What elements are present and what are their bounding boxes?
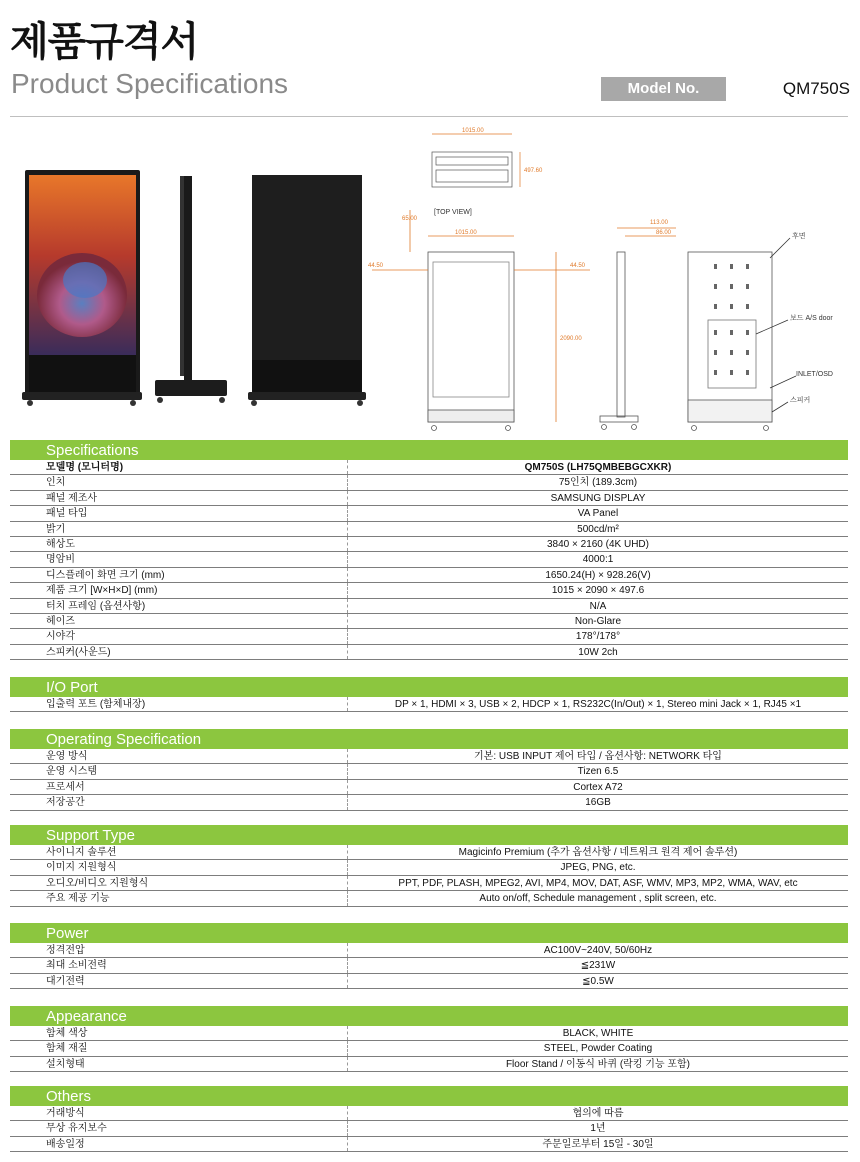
- row-value: SAMSUNG DISPLAY: [550, 492, 646, 504]
- dim-depth-1: 113.00: [650, 220, 668, 226]
- section-title: I/O Port: [10, 677, 848, 697]
- row-key: 시야각: [10, 629, 348, 643]
- product-images-area: [0, 120, 860, 438]
- callout-speaker: 스피커: [790, 397, 811, 404]
- row-value: N/A: [589, 600, 607, 612]
- table-row: [10, 795, 848, 810]
- callout-inlet-osd: INLET/OSD: [796, 371, 833, 378]
- row-key: 사이니지 솔루션: [10, 845, 348, 859]
- row-value: ≦231W: [580, 960, 616, 972]
- row-key: 스피커(사운드): [10, 645, 348, 659]
- table-row: [10, 522, 848, 537]
- row-key: 명암비: [10, 552, 348, 566]
- row-value: 1년: [590, 1123, 606, 1135]
- table-row: [10, 764, 848, 779]
- section-specifications: [10, 440, 848, 660]
- section-title: Appearance: [10, 1006, 848, 1026]
- row-key: 오디오/비디오 지원형식: [10, 876, 348, 890]
- dim-top-width: 1015.00: [462, 128, 484, 134]
- row-value: BLACK, WHITE: [562, 1028, 634, 1039]
- row-value: DP × 1, HDMI × 3, USB × 2, HDCP × 1, RS232C(In/Out) × 1, Stereo mini Jack × 1, RJ45 ×1: [394, 699, 802, 710]
- page-title: 제품규격서: [10, 19, 199, 65]
- row-key: 디스플레이 화면 크기 (mm): [10, 568, 348, 582]
- row-key: 저장공간: [10, 795, 348, 809]
- kiosk-front-photo: [22, 170, 142, 406]
- model-number-label: Model No.: [601, 77, 726, 101]
- row-key: 주요 제공 기능: [10, 891, 348, 905]
- table-row: [10, 974, 848, 989]
- kiosk-side-photo: [155, 176, 227, 403]
- row-key: 프로세서: [10, 780, 348, 794]
- table-row: [10, 491, 848, 506]
- dim-front-height: 2090.00: [560, 336, 582, 342]
- row-key: 운영 시스템: [10, 764, 348, 778]
- header-divider: [10, 116, 848, 117]
- row-value: Cortex A72: [573, 781, 623, 793]
- row-key: 패널 타입: [10, 506, 348, 520]
- row-value: 3840 × 2160 (4K UHD): [546, 538, 649, 550]
- row-value: 178°/178°: [575, 631, 621, 643]
- table-row: [10, 1121, 848, 1136]
- row-value: 1650.24(H) × 928.26(V): [545, 569, 651, 581]
- table-row: [10, 1041, 848, 1056]
- table-row: [10, 552, 848, 567]
- row-key: 배송일정: [10, 1137, 348, 1151]
- row-value: Non-Glare: [574, 615, 622, 627]
- row-value: JPEG, PNG, etc.: [560, 862, 636, 874]
- row-value: AC100V~240V, 50/60Hz: [543, 945, 653, 956]
- row-key: 최대 소비전력: [10, 958, 348, 972]
- dim-side-right: 44.50: [570, 263, 586, 269]
- row-key: 패널 제조사: [10, 491, 348, 505]
- table-row: [10, 645, 848, 660]
- row-key: 함체 재질: [10, 1041, 348, 1055]
- section-io-port: [10, 677, 848, 712]
- section-operating-specification: [10, 729, 848, 811]
- dim-depth-2: 86.00: [656, 230, 672, 236]
- row-value: 4000:1: [582, 554, 614, 566]
- front-drawing: [372, 210, 590, 431]
- table-row: [10, 506, 848, 521]
- row-key: 거래방식: [10, 1106, 348, 1120]
- row-value: Auto on/off, Schedule management , split screen, etc.: [479, 893, 717, 905]
- row-value: VA Panel: [577, 508, 619, 520]
- table-row: [10, 537, 848, 552]
- dim-top-margin: 65.00: [402, 216, 418, 222]
- row-key: 밝기: [10, 522, 348, 536]
- section-appearance: [10, 1006, 848, 1072]
- row-key: 함체 색상: [10, 1026, 348, 1040]
- row-value: 75인치 (189.3cm): [558, 477, 638, 489]
- model-number-value: QM750S: [782, 79, 850, 98]
- row-key: 이미지 지원형식: [10, 860, 348, 874]
- table-row: [10, 568, 848, 583]
- table-row: [10, 1026, 848, 1041]
- table-row: [10, 860, 848, 875]
- table-row: [10, 599, 848, 614]
- row-value: 주문일로부터 15일 - 30일: [542, 1138, 654, 1150]
- table-row: [10, 891, 848, 906]
- table-row: [10, 583, 848, 598]
- section-support-type: [10, 825, 848, 907]
- table-row: [10, 614, 848, 629]
- section-title: Power: [10, 923, 848, 943]
- section-others: [10, 1086, 848, 1152]
- dim-front-width: 1015.00: [455, 230, 477, 236]
- row-value: ≦0.5W: [582, 975, 614, 987]
- table-row: [10, 749, 848, 764]
- row-value: 협의에 따름: [572, 1108, 624, 1119]
- row-key: 모델명 (모니터명): [10, 460, 348, 474]
- row-value: 기본: USB INPUT 제어 타입 / 옵션사항: NETWORK 타입: [474, 751, 722, 762]
- table-row: [10, 475, 848, 490]
- row-key: 터치 프레임 (옵션사항): [10, 599, 348, 613]
- section-title: Support Type: [10, 825, 848, 845]
- row-value: QM750S (LH75QMBEBGCXKR): [524, 462, 672, 473]
- row-key: 대기전력: [10, 974, 348, 988]
- rear-drawing: [688, 238, 796, 431]
- table-row: [10, 697, 848, 712]
- table-row: [10, 629, 848, 644]
- table-row: [10, 460, 848, 475]
- row-value: 500cd/m²: [577, 523, 619, 535]
- row-key: 제품 크기 [W×H×D] (mm): [10, 583, 348, 597]
- callout-board-door: 보드 A/S door: [790, 315, 833, 322]
- row-value: Tizen 6.5: [577, 766, 619, 778]
- callout-rear: 후면: [792, 233, 806, 240]
- row-key: 정격전압: [10, 943, 348, 957]
- section-title: Others: [10, 1086, 848, 1106]
- table-row: [10, 1106, 848, 1121]
- page-subtitle: Product Specifications: [11, 68, 289, 99]
- section-title: Specifications: [10, 440, 848, 460]
- table-row: [10, 780, 848, 795]
- row-value: 10W 2ch: [578, 646, 618, 658]
- product-drawings: [0, 120, 860, 438]
- row-value: PPT, PDF, PLASH, MPEG2, AVI, MP4, MOV, DAT, ASF, WMV, MP3, MP2, WMA, WAV, etc: [398, 877, 798, 889]
- row-value: STEEL, Powder Coating: [543, 1043, 653, 1055]
- dim-side-left: 44.50: [368, 263, 384, 269]
- section-title: Operating Specification: [10, 729, 848, 749]
- row-value: Floor Stand / 이동식 바퀴 (락킹 기능 포함): [505, 1058, 691, 1070]
- row-key: 설치형태: [10, 1057, 348, 1071]
- table-row: [10, 958, 848, 973]
- row-value: 16GB: [585, 797, 611, 809]
- table-row: [10, 845, 848, 860]
- row-key: 무상 유지보수: [10, 1121, 348, 1135]
- row-value: 1015 × 2090 × 497.6: [551, 585, 645, 597]
- row-key: 운영 방식: [10, 749, 348, 763]
- row-key: 헤이즈: [10, 614, 348, 628]
- dim-top-depth: 497.60: [524, 168, 543, 174]
- top-view-label: [TOP VIEW]: [434, 209, 472, 216]
- kiosk-back-photo: [248, 175, 366, 406]
- row-value: Magicinfo Premium (추가 옵션사항 / 네트워크 원격 제어 솔루션): [458, 847, 738, 858]
- side-drawing: [600, 228, 676, 430]
- row-key: 입출력 포트 (함체내장): [10, 697, 348, 711]
- row-key: 인치: [10, 475, 348, 489]
- top-view-drawing: [432, 134, 520, 187]
- row-key: 해상도: [10, 537, 348, 551]
- table-row: [10, 1057, 848, 1072]
- section-power: [10, 923, 848, 989]
- table-row: [10, 876, 848, 891]
- table-row: [10, 1137, 848, 1152]
- rear-vent-grid: [714, 264, 749, 375]
- table-row: [10, 943, 848, 958]
